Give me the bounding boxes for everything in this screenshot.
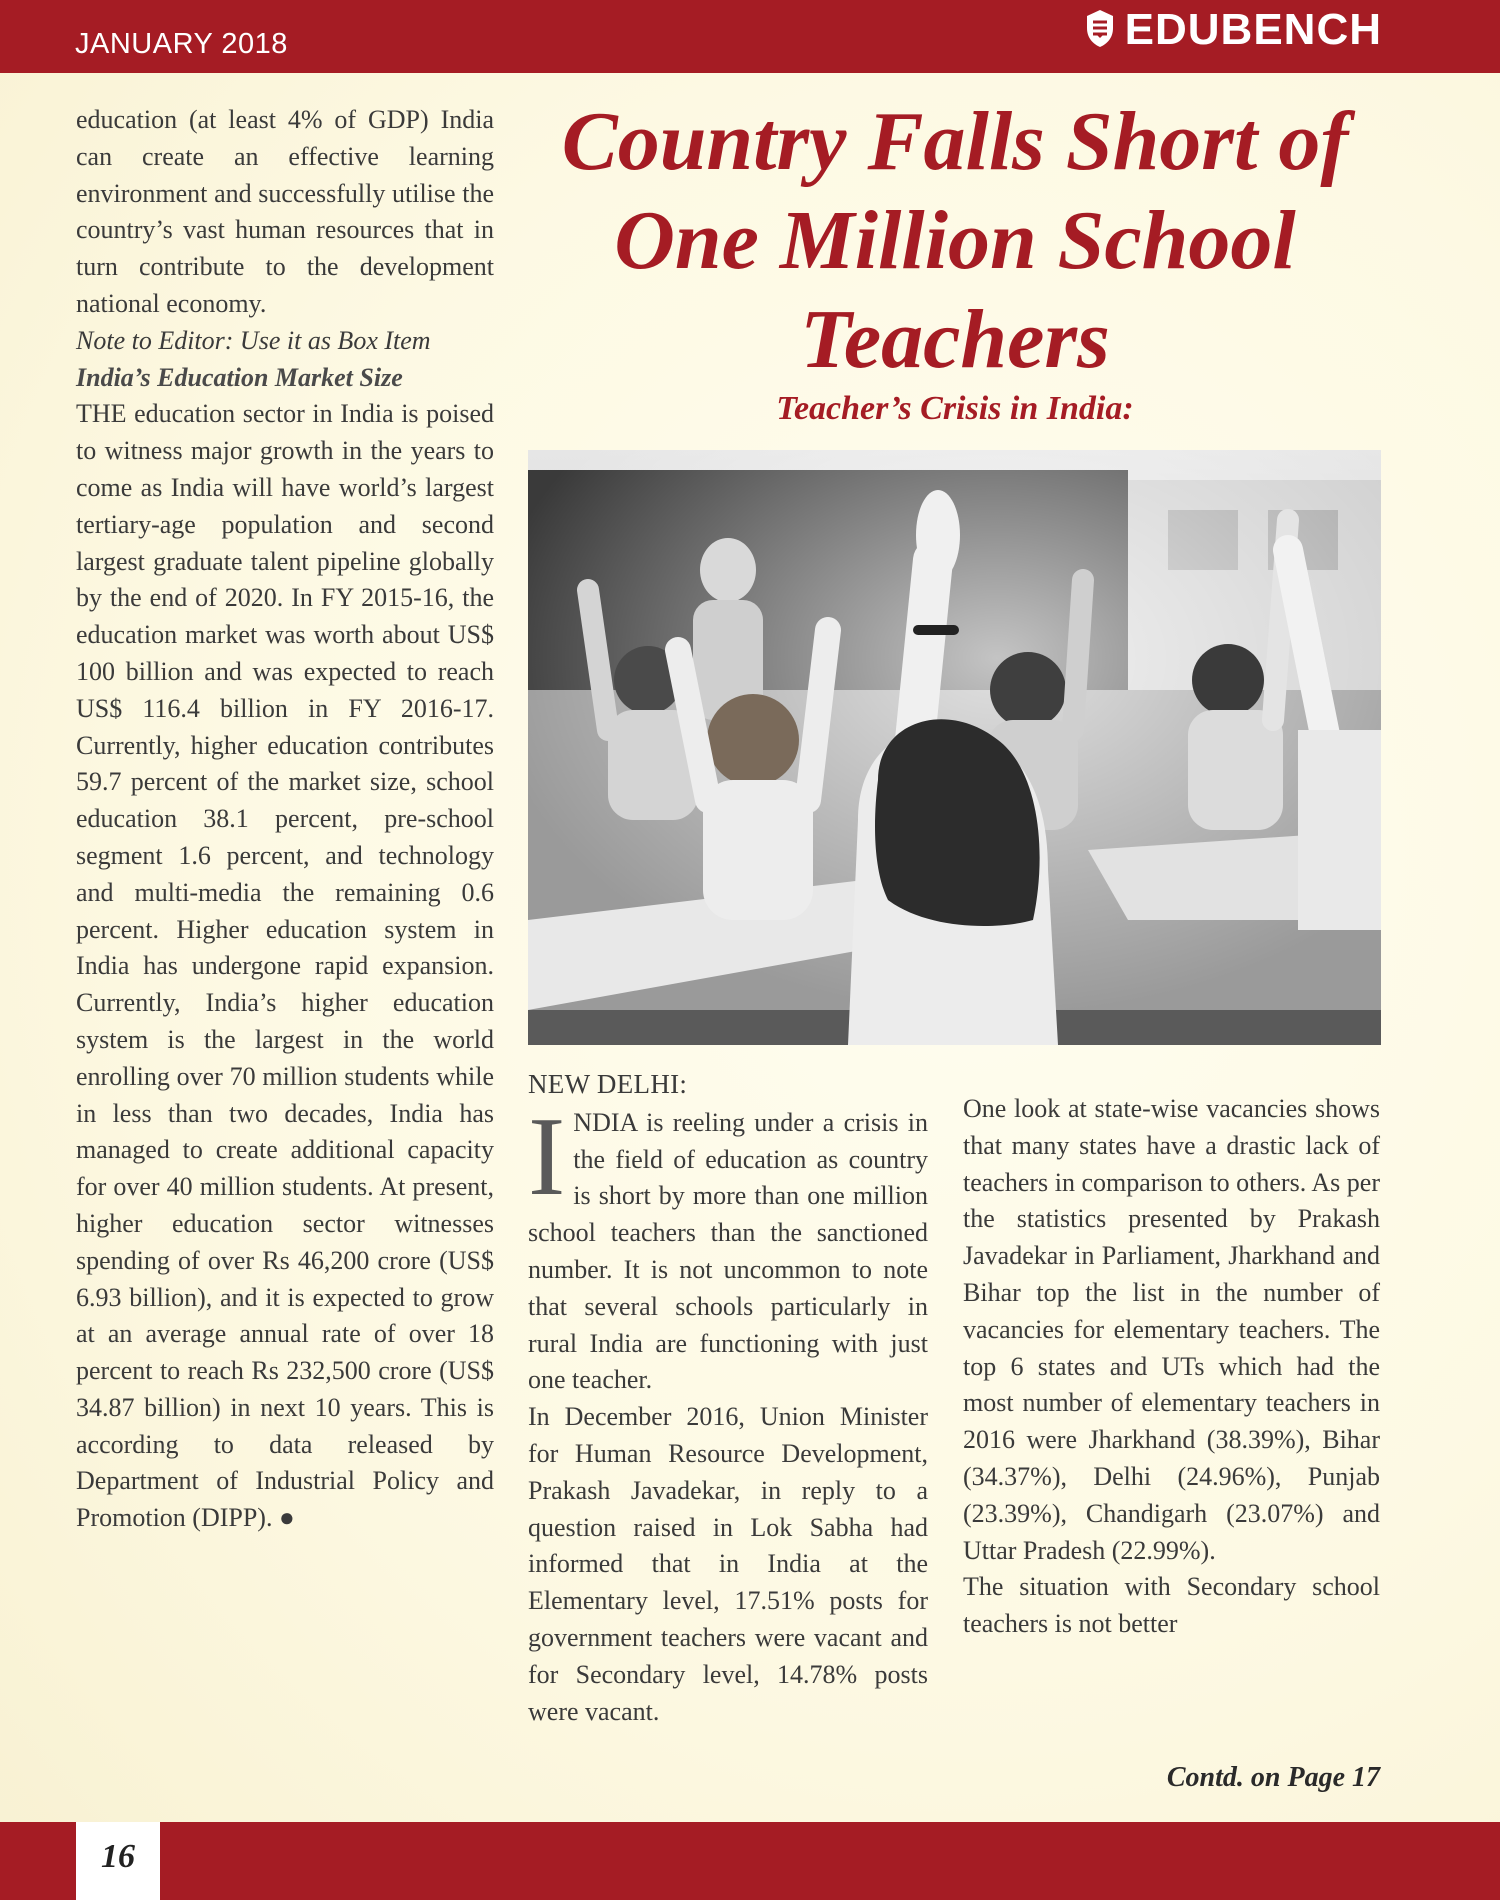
continued-notice: Contd. on Page 17 [1166, 1762, 1380, 1793]
editor-note: Note to Editor: Use it as Box Item [76, 325, 431, 355]
article-subheadline: Teacher’s Crisis in India: [776, 390, 1134, 427]
left-column-paragraph: education (at least 4% of GDP) India can create an effective learning environment and successfully utilise the country’s vast human resources that in turn contribute to the development national economy. [76, 105, 494, 318]
dateline: NEW DELHI: [528, 1069, 688, 1099]
middle-column [528, 1066, 928, 1730]
classroom-photo [528, 450, 1381, 1045]
article-paragraph: One look at state-wise vacancies shows that many states have a drastic lack of teachers in comparison to others. As per the statistics presented by Prakash Javadekar in Parliament, Jharkhand and Bihar top the list in the number of vacancies for elementary teachers. The top 6 states and UTs which had the most number of elementary teachers in 2016 were Jharkhand (38.39%), Bihar (34.37%), Delhi (24.96%), Punjab (23.39%), Chandigarh (23.07%) and Uttar Pradesh (22.99%). [963, 1094, 1380, 1565]
edubench-logo-icon [1085, 8, 1115, 53]
footer-bar [0, 1822, 1500, 1900]
brand [1085, 6, 1382, 54]
article-headline: Country Falls Short of One Million School Teachers [561, 95, 1349, 386]
article-paragraph: The situation with Secondary school teachers is not better [963, 1572, 1380, 1639]
drop-cap: I [528, 1094, 566, 1219]
box-body [76, 396, 494, 1537]
page-number: 16 [76, 1822, 160, 1900]
box-body-text: THE education sector in India is poised to witness major growth in the years to come as India will have world’s largest tertiary-age population and second largest graduate talent pipeline globally by the end of 2020. In FY 2015-16, the education market was worth about US$ 100 billion and was expected to reach US$ 116.4 billion in FY 2016-17. Currently, higher education contributes 59.7 percent of the market size, school education 38.1 percent, pre-school segment 1.6 percent, and technology and multi-media the remaining 0.6 percent. Higher education system in India has undergone rapid expansion. Currently, India’s higher education system is the largest in the world enrolling over 70 million students while in less than two decades, India has managed to create additional capacity for over 40 million students. At present, higher education sector witnesses spending of over Rs 46,200 crore (US$ 6.93 billion), and it is expected to grow at an average annual rate of over 18 percent to reach Rs 232,500 crore (US$ 34.87 billion) in next 10 years. This is according to data released by Department of Industrial Policy and Promotion (DIPP). [76, 399, 494, 1533]
issue-date: JANUARY 2018 [75, 28, 288, 60]
brand-name: EDUBENCH [1124, 5, 1382, 54]
box-heading: India’s Education Market Size [76, 362, 403, 392]
header-bar [0, 0, 1500, 73]
right-column [963, 1091, 1380, 1643]
article-paragraph: In December 2016, Union Minister for Human Resource Development, Prakash Javadekar, in reply to a question raised in Lok Sabha had informed that in India at the Elementary level, 17.51% posts for government teachers were vacant and for Secondary level, 14.78% posts were vacant. [528, 1402, 928, 1726]
lead-paragraph-text: NDIA is reeling under a crisis in the field of education as country is short by more than one million school teachers than the sanctioned number. It is not uncommon to note that several schools particularly in rural India are functioning with just one teacher. [528, 1107, 928, 1395]
lead-paragraph [528, 1094, 928, 1399]
end-mark: ● [278, 1503, 295, 1533]
left-column [76, 102, 494, 1537]
